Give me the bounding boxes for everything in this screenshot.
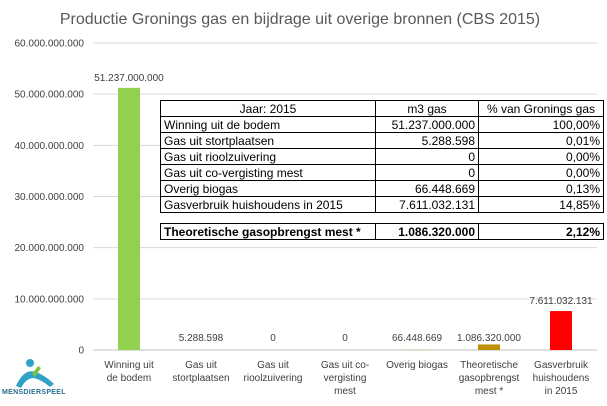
- table-cell: Jaar: 2015: [161, 101, 376, 117]
- table-row: [161, 133, 604, 149]
- table-cell: 7.611.032.131: [376, 197, 479, 213]
- table-cell: Overig biogas: [161, 181, 376, 197]
- x-category-label: in 2015: [544, 386, 578, 397]
- x-category-label: huishoudens: [532, 373, 590, 384]
- y-tick-label: 30.000.000.000: [14, 192, 84, 203]
- y-axis: [14, 39, 84, 357]
- x-category-label: Gas uit: [185, 360, 217, 371]
- table-cell: 14,85%: [479, 197, 604, 213]
- data-label: 0: [270, 333, 276, 344]
- logo-text: MENSDIERSPEEL: [2, 389, 66, 396]
- y-tick-label: 40.000.000.000: [14, 140, 84, 152]
- table-row: [161, 165, 604, 181]
- table-cell: 0,00%: [479, 165, 604, 181]
- table-cell: Gasverbruik huishoudens in 2015: [161, 197, 376, 213]
- chart-title: Productie Gronings gas en bijdrage uit overige bronnen (CBS 2015): [59, 11, 541, 28]
- logo-head-shape: [26, 359, 34, 367]
- table-cell: Gas uit rioolzuivering: [161, 149, 376, 165]
- table-cell: Winning uit de bodem: [161, 117, 376, 133]
- x-category-label: Overig biogas: [386, 360, 448, 371]
- table-cell: [479, 213, 604, 224]
- table-cell: m3 gas: [376, 101, 479, 117]
- table-row: [161, 149, 604, 165]
- table-cell: [161, 213, 376, 224]
- table-cell: 5.288.598: [376, 133, 479, 149]
- table-cell: Gas uit co-vergisting mest: [161, 165, 376, 181]
- x-category-label: rioolzuivering: [243, 373, 303, 384]
- table-cell: 1.086.320.000: [376, 224, 479, 240]
- x-category-label: Theoretische: [460, 360, 518, 371]
- table-row: [161, 117, 604, 133]
- data-label: 51.237.000.000: [94, 72, 164, 84]
- table-cell: 66.448.669: [376, 181, 479, 197]
- data-label: 7.611.032.131: [529, 296, 593, 308]
- table-cell: Gas uit stortplaatsen: [161, 133, 376, 149]
- x-category-label: mest *: [474, 386, 504, 397]
- table-cell: 0: [376, 165, 479, 181]
- table-cell: 0,13%: [479, 181, 604, 197]
- data-label: 1.086.320.000: [457, 333, 521, 344]
- x-category-label: gasopbrengst: [458, 373, 520, 384]
- bar: [550, 311, 572, 350]
- y-tick-label: 60.000.000.000: [14, 38, 84, 50]
- table-cell: 0: [376, 149, 479, 165]
- table-row: [161, 197, 604, 213]
- table-row: [161, 181, 604, 197]
- y-tick-label: 20.000.000.000: [14, 243, 84, 255]
- bar: [478, 344, 500, 350]
- table-cell: 0,01%: [479, 133, 604, 149]
- x-axis: [104, 360, 589, 397]
- y-tick-label: 0: [78, 345, 84, 357]
- table-cell: [376, 213, 479, 224]
- x-category-label: mest: [334, 386, 356, 397]
- data-label: 66.448.669: [391, 333, 443, 344]
- data-label: 0: [342, 333, 348, 344]
- table-cell: % van Gronings gas: [479, 101, 604, 117]
- bar: [118, 88, 140, 350]
- data-table: [160, 100, 604, 240]
- table-cell: 51.237.000.000: [376, 117, 479, 133]
- table-header-row: [161, 101, 604, 117]
- table-spacer-row: [161, 213, 604, 224]
- y-tick-label: 10.000.000.000: [14, 294, 84, 306]
- data-label: 5.288.598: [178, 333, 224, 344]
- x-category-label: stortplaatsen: [172, 373, 230, 384]
- table-cell: 2,12%: [479, 224, 604, 240]
- x-category-label: vergisting: [323, 373, 367, 384]
- table-cell: Theoretische gasopbrengst mest *: [161, 224, 376, 240]
- table-total-row: [161, 224, 604, 240]
- table-cell: 100,00%: [479, 117, 604, 133]
- x-category-label: Winning uit: [104, 360, 154, 371]
- x-category-label: Gas uit co-: [320, 360, 370, 371]
- table-cell: 0,00%: [479, 149, 604, 165]
- x-category-label: de bodem: [106, 373, 152, 384]
- x-category-label: Gasverbruik: [534, 360, 588, 371]
- y-tick-label: 50.000.000.000: [14, 89, 84, 101]
- x-category-label: Gas uit: [257, 360, 289, 371]
